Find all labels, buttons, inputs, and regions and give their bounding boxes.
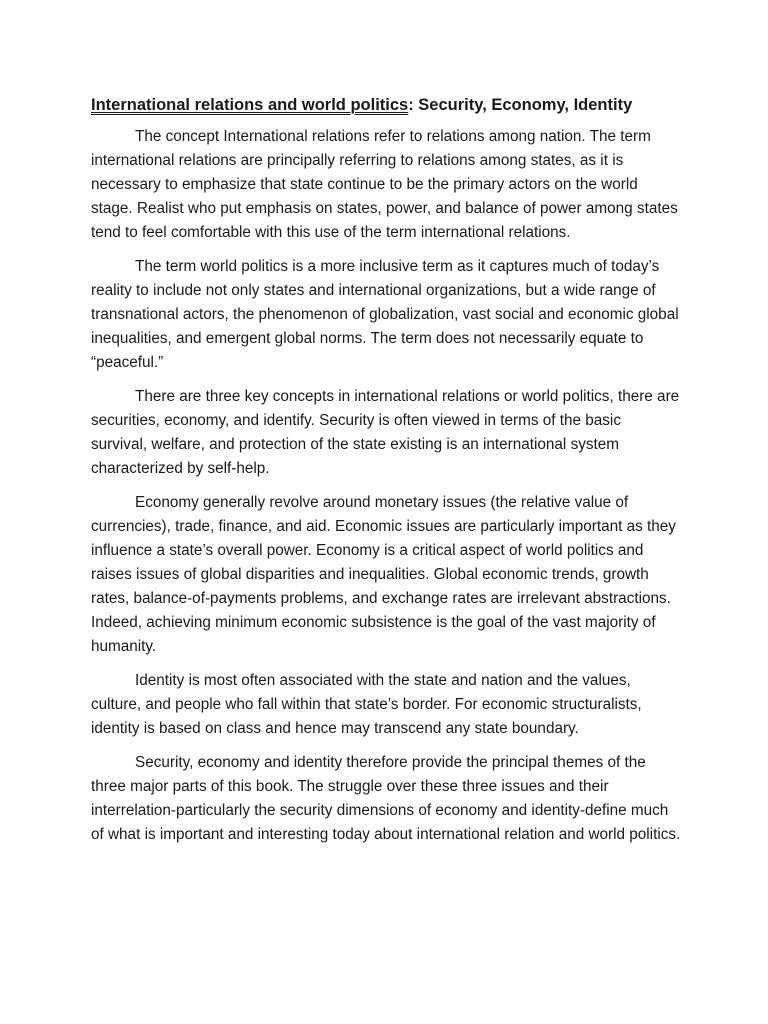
document-title (91, 93, 681, 117)
paragraph-economy: Economy generally revolve around monetary issues (the relative value of currencies), trade, finance, and aid. Economic issues are particularly important as they influence a state’s overall power. Economy is a critical aspect of world politics and raises issues of global disparities and inequalities. Global economic trends, growth rates, balance-of-payments problems, and exchange rates are irrelevant abstractions. Indeed, achieving minimum economic subsistence is the goal of the vast majority of humanity. (91, 494, 676, 655)
document-title-colon: : (408, 96, 414, 114)
paragraph-international-relations: The concept International relations refer to relations among nation. The term international relations are principally referring to relations among states, as it is necessary to emphasize that state continue to be the primary actors on the world stage. Realist who put emphasis on states, power, and balance of power among states tend to feel comfortable with this use of the term international relations. (91, 128, 678, 241)
paragraph-conclusion: Security, economy and identity therefore provide the principal themes of the three major parts of this book. The struggle over these three issues and their interrelation-particularly the security dimensions of economy and identity-define much of what is important and interesting today about international relation and world politics. (91, 754, 681, 843)
document-title-main: International relations and world politics (91, 96, 409, 114)
paragraph-key-concepts: There are three key concepts in international relations or world politics, there are securities, economy, and identify. Security is often viewed in terms of the basic survival, welfare, and protection of the state existing is an international system characterized by self-help. (91, 388, 680, 477)
paragraph-identity: Identity is most often associated with the state and nation and the values, culture, and people who fall within that state’s border. For economic structuralists, identity is based on class and hence may transcend any state boundary. (91, 672, 642, 737)
document-title-subtitle: Security, Economy, Identity (413, 96, 633, 114)
document-body (91, 93, 681, 857)
paragraph-world-politics: The term world politics is a more inclusive term as it captures much of today’s reality to include not only states and international organizations, but a wide range of transnational actors, the phenomenon of globalization, vast social and economic global inequalities, and emergent global norms. The term does not necessarily equate to “peaceful.” (91, 258, 679, 371)
